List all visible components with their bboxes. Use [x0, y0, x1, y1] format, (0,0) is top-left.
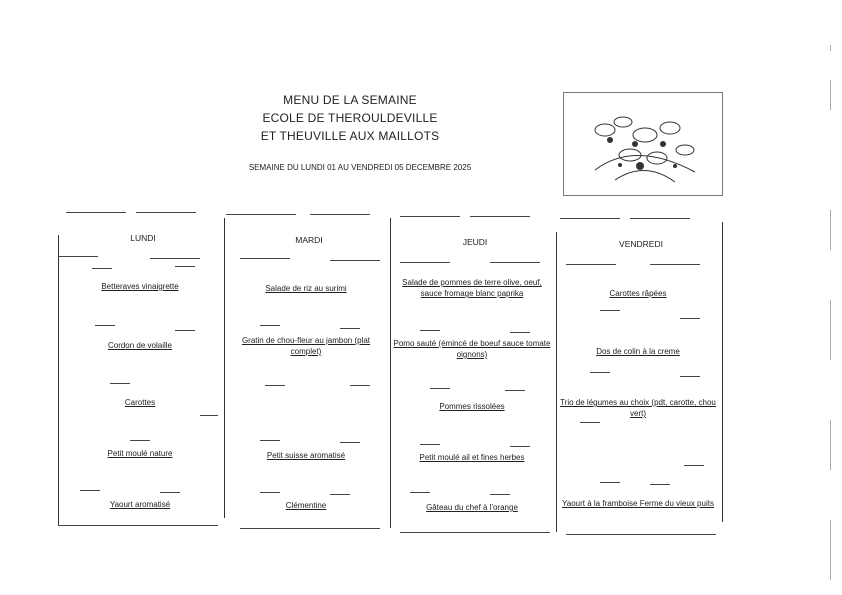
divider: [265, 385, 285, 386]
divider: [680, 376, 700, 377]
divider: [650, 264, 700, 265]
lundi-entree: Betteraves vinaigrette: [101, 282, 179, 291]
scan-mark: [830, 80, 831, 110]
column-border: [722, 222, 723, 522]
divider: [226, 214, 296, 215]
menu-title: MENU DE LA SEMAINE: [283, 93, 417, 107]
floral-illustration-icon: [575, 100, 715, 190]
divider: [175, 266, 195, 267]
divider: [490, 494, 510, 495]
divider: [260, 492, 280, 493]
scan-mark: [830, 45, 831, 51]
day-header-jeudi: JEUDI: [462, 237, 488, 247]
divider: [160, 492, 180, 493]
jeudi-entree: Salade de pommes de terre olive, oeuf, sauce fromage blanc paprika: [402, 278, 542, 298]
day-header-lundi: LUNDI: [130, 233, 156, 243]
divider: [400, 216, 460, 217]
mardi-laitage: Petit suisse aromatisé: [266, 451, 346, 460]
divider: [470, 216, 530, 217]
lundi-accompagnement: Carottes: [124, 398, 156, 407]
divider: [400, 532, 550, 533]
jeudi-accompagnement: Pommes rissolées: [439, 402, 505, 411]
divider: [310, 214, 370, 215]
scan-mark: [830, 520, 831, 580]
column-border: [556, 232, 557, 532]
divider: [420, 330, 440, 331]
divider: [58, 525, 218, 526]
divider: [350, 385, 370, 386]
divider: [684, 465, 704, 466]
divider: [200, 415, 218, 416]
divider: [92, 268, 112, 269]
divider: [510, 446, 530, 447]
divider: [136, 212, 196, 213]
jeudi-dessert: Gâteau du chef à l'orange: [426, 503, 518, 512]
divider: [566, 264, 616, 265]
divider: [566, 534, 716, 535]
divider: [240, 528, 380, 529]
divider: [490, 262, 540, 263]
divider: [505, 390, 525, 391]
week-label: SEMAINE DU LUNDI 01 AU VENDREDI 05 DECEMBRE 2025: [248, 163, 472, 172]
mardi-plat: Gratin de chou-fleur au jambon (plat complet): [241, 336, 371, 356]
column-border: [224, 218, 225, 518]
vendredi-entree: Carottes râpées: [609, 289, 667, 298]
divider: [590, 372, 610, 373]
divider: [240, 258, 290, 259]
divider: [330, 260, 380, 261]
mardi-entree: Salade de riz au surimi: [265, 284, 347, 293]
jeudi-laitage: Petit moulé ail et fines herbes: [419, 453, 525, 462]
scan-mark: [830, 420, 831, 470]
divider: [680, 318, 700, 319]
mardi-dessert: Clémentine: [285, 501, 327, 510]
school-name-2: ET THEUVILLE AUX MAILLOTS: [260, 129, 440, 143]
lundi-laitage: Petit moulé nature: [107, 449, 173, 458]
lundi-plat: Cordon de volaille: [107, 341, 173, 350]
divider: [260, 325, 280, 326]
vendredi-plat: Dos de colin à la creme: [596, 347, 680, 356]
divider: [410, 492, 430, 493]
divider: [420, 444, 440, 445]
lundi-dessert: Yaourt aromatisé: [109, 500, 171, 509]
divider: [80, 490, 100, 491]
divider: [175, 330, 195, 331]
vendredi-accompagnement: Trio de légumes au choix (pdt, carotte, chou vert): [560, 398, 716, 418]
divider: [400, 262, 450, 263]
day-header-mardi: MARDI: [295, 235, 323, 245]
divider: [330, 494, 350, 495]
divider: [58, 256, 98, 257]
divider: [340, 328, 360, 329]
day-header-vendredi: VENDREDI: [619, 239, 663, 249]
divider: [580, 422, 600, 423]
divider: [340, 442, 360, 443]
scan-mark: [830, 210, 831, 250]
column-border: [390, 218, 391, 528]
column-border: [58, 235, 59, 525]
divider: [600, 310, 620, 311]
divider: [130, 440, 150, 441]
jeudi-plat: Pomo sauté (émincé de boeuf sauce tomate oignons): [393, 339, 551, 359]
divider: [510, 332, 530, 333]
divider: [630, 218, 690, 219]
divider: [95, 325, 115, 326]
scan-mark: [830, 300, 831, 360]
school-name-1: ECOLE DE THEROULDEVILLE: [262, 111, 438, 125]
divider: [150, 258, 200, 259]
divider: [600, 482, 620, 483]
divider: [650, 484, 670, 485]
divider: [430, 388, 450, 389]
vendredi-dessert: Yaourt à la framboise Ferme du vieux puits: [562, 499, 714, 508]
divider: [560, 218, 620, 219]
divider: [66, 212, 126, 213]
divider: [110, 383, 130, 384]
divider: [260, 440, 280, 441]
